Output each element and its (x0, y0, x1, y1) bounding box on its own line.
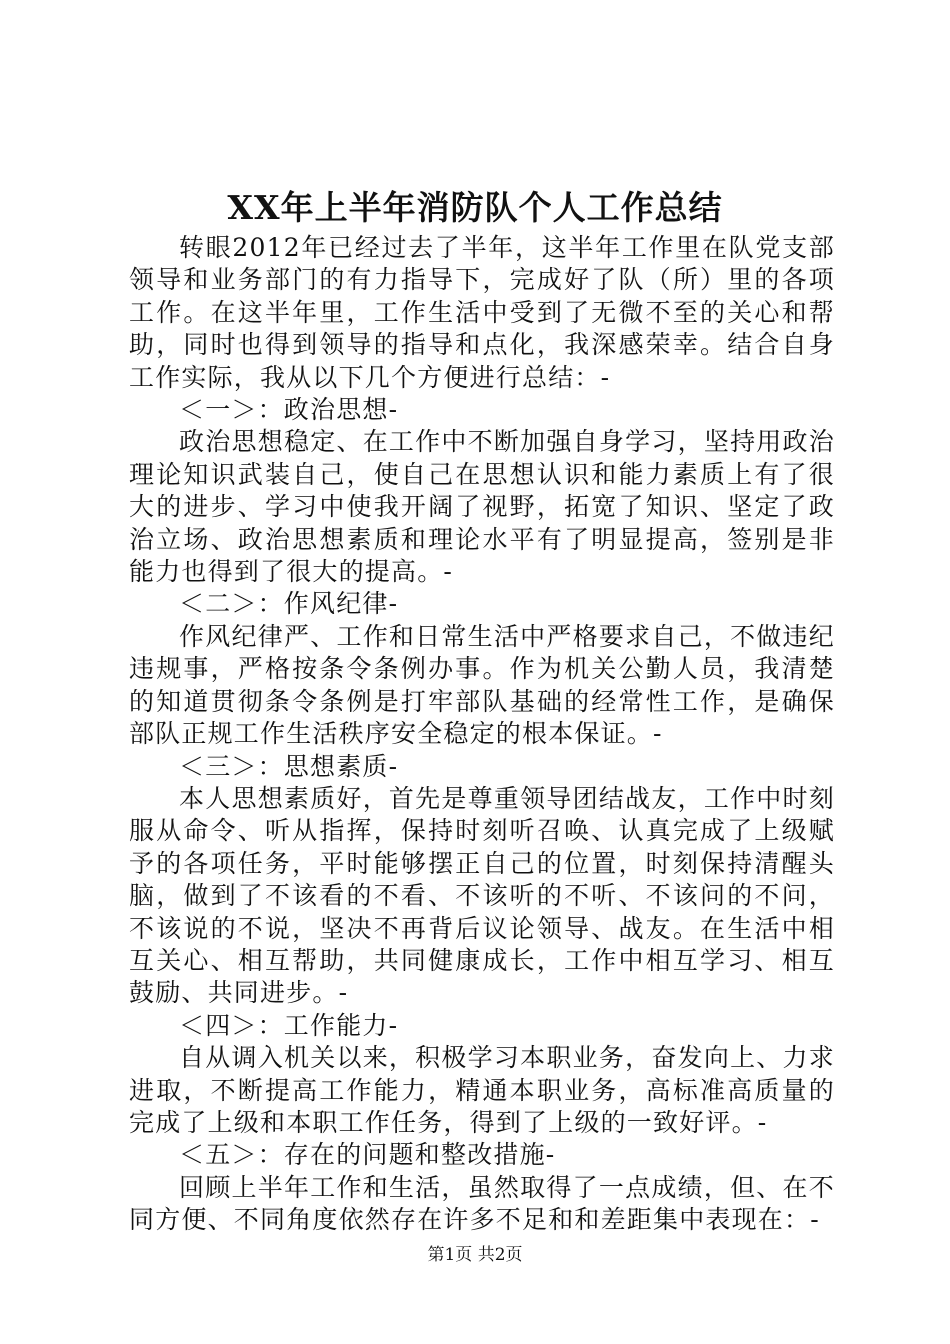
section-heading: ＜一＞：政治思想- (179, 395, 399, 425)
section-heading: ＜三＞：思想素质- (179, 751, 399, 781)
section-heading: ＜五＞：存在的问题和整改措施- (179, 1140, 556, 1170)
section-heading: ＜二＞：作风纪律- (179, 589, 399, 619)
paragraph: 政治思想稳定、在工作中不断加强自身学习，坚持用政治理论知识武装自己，使自己在思想认识和能力素质上有了很大的进步、学习中使我开阔了视野，拓宽了知识、坚定了政治立场、政治思想素质和理论水平有了明显提高，签别是非能力也得到了很大的提高。- (129, 427, 835, 587)
document-body (129, 232, 835, 1237)
paragraph: 自从调入机关以来，积极学习本职业务，奋发向上、力求进取，不断提高工作能力，精通本职业务，高标准高质量的完成了上级和本职工作任务，得到了上级的一致好评。- (129, 1043, 835, 1137)
page-number-footer: 第1页 共2页 (427, 1245, 523, 1265)
paragraph: 本人思想素质好，首先是尊重领导团结战友，工作中时刻服从命令、听从指挥，保持时刻听召唤、认真完成了上级赋予的各项任务，平时能够摆正自己的位置，时刻保持清醒头脑，做到了不该看的不看、不该听的不听、不该问的不问，不该说的不说，坚决不再背后议论领导、战友。在生活中相互关心、相互帮助，共同健康成长，工作中相互学习、相互鼓励、共同进步。- (129, 783, 835, 1008)
paragraph: 回顾上半年工作和生活，虽然取得了一点成绩，但、在不同方便、不同角度依然存在许多不足和和差距集中表现在：- (129, 1172, 835, 1235)
paragraph: 转眼2012年已经过去了半年，这半年工作里在队党支部领导和业务部门的有力指导下，完成好了队（所）里的各项工作。在这半年里，工作生活中受到了无微不至的关心和帮助，同时也得到领导的指导和点化，我深感荣幸。结合自身工作实际，我从以下几个方便进行总结：- (129, 233, 835, 392)
paragraph: 作风纪律严、工作和日常生活中严格要求自己，不做违纪违规事，严格按条令条例办事。作为机关公勤人员，我清楚的知道贯彻条令条例是打牢部队基础的经常性工作，是确保部队正规工作生活秩序安全稳定的根本保证。- (129, 621, 835, 749)
section-heading: ＜四＞：工作能力- (179, 1010, 399, 1040)
document-title: XX年上半年消防队个人工作总结 (227, 188, 723, 227)
